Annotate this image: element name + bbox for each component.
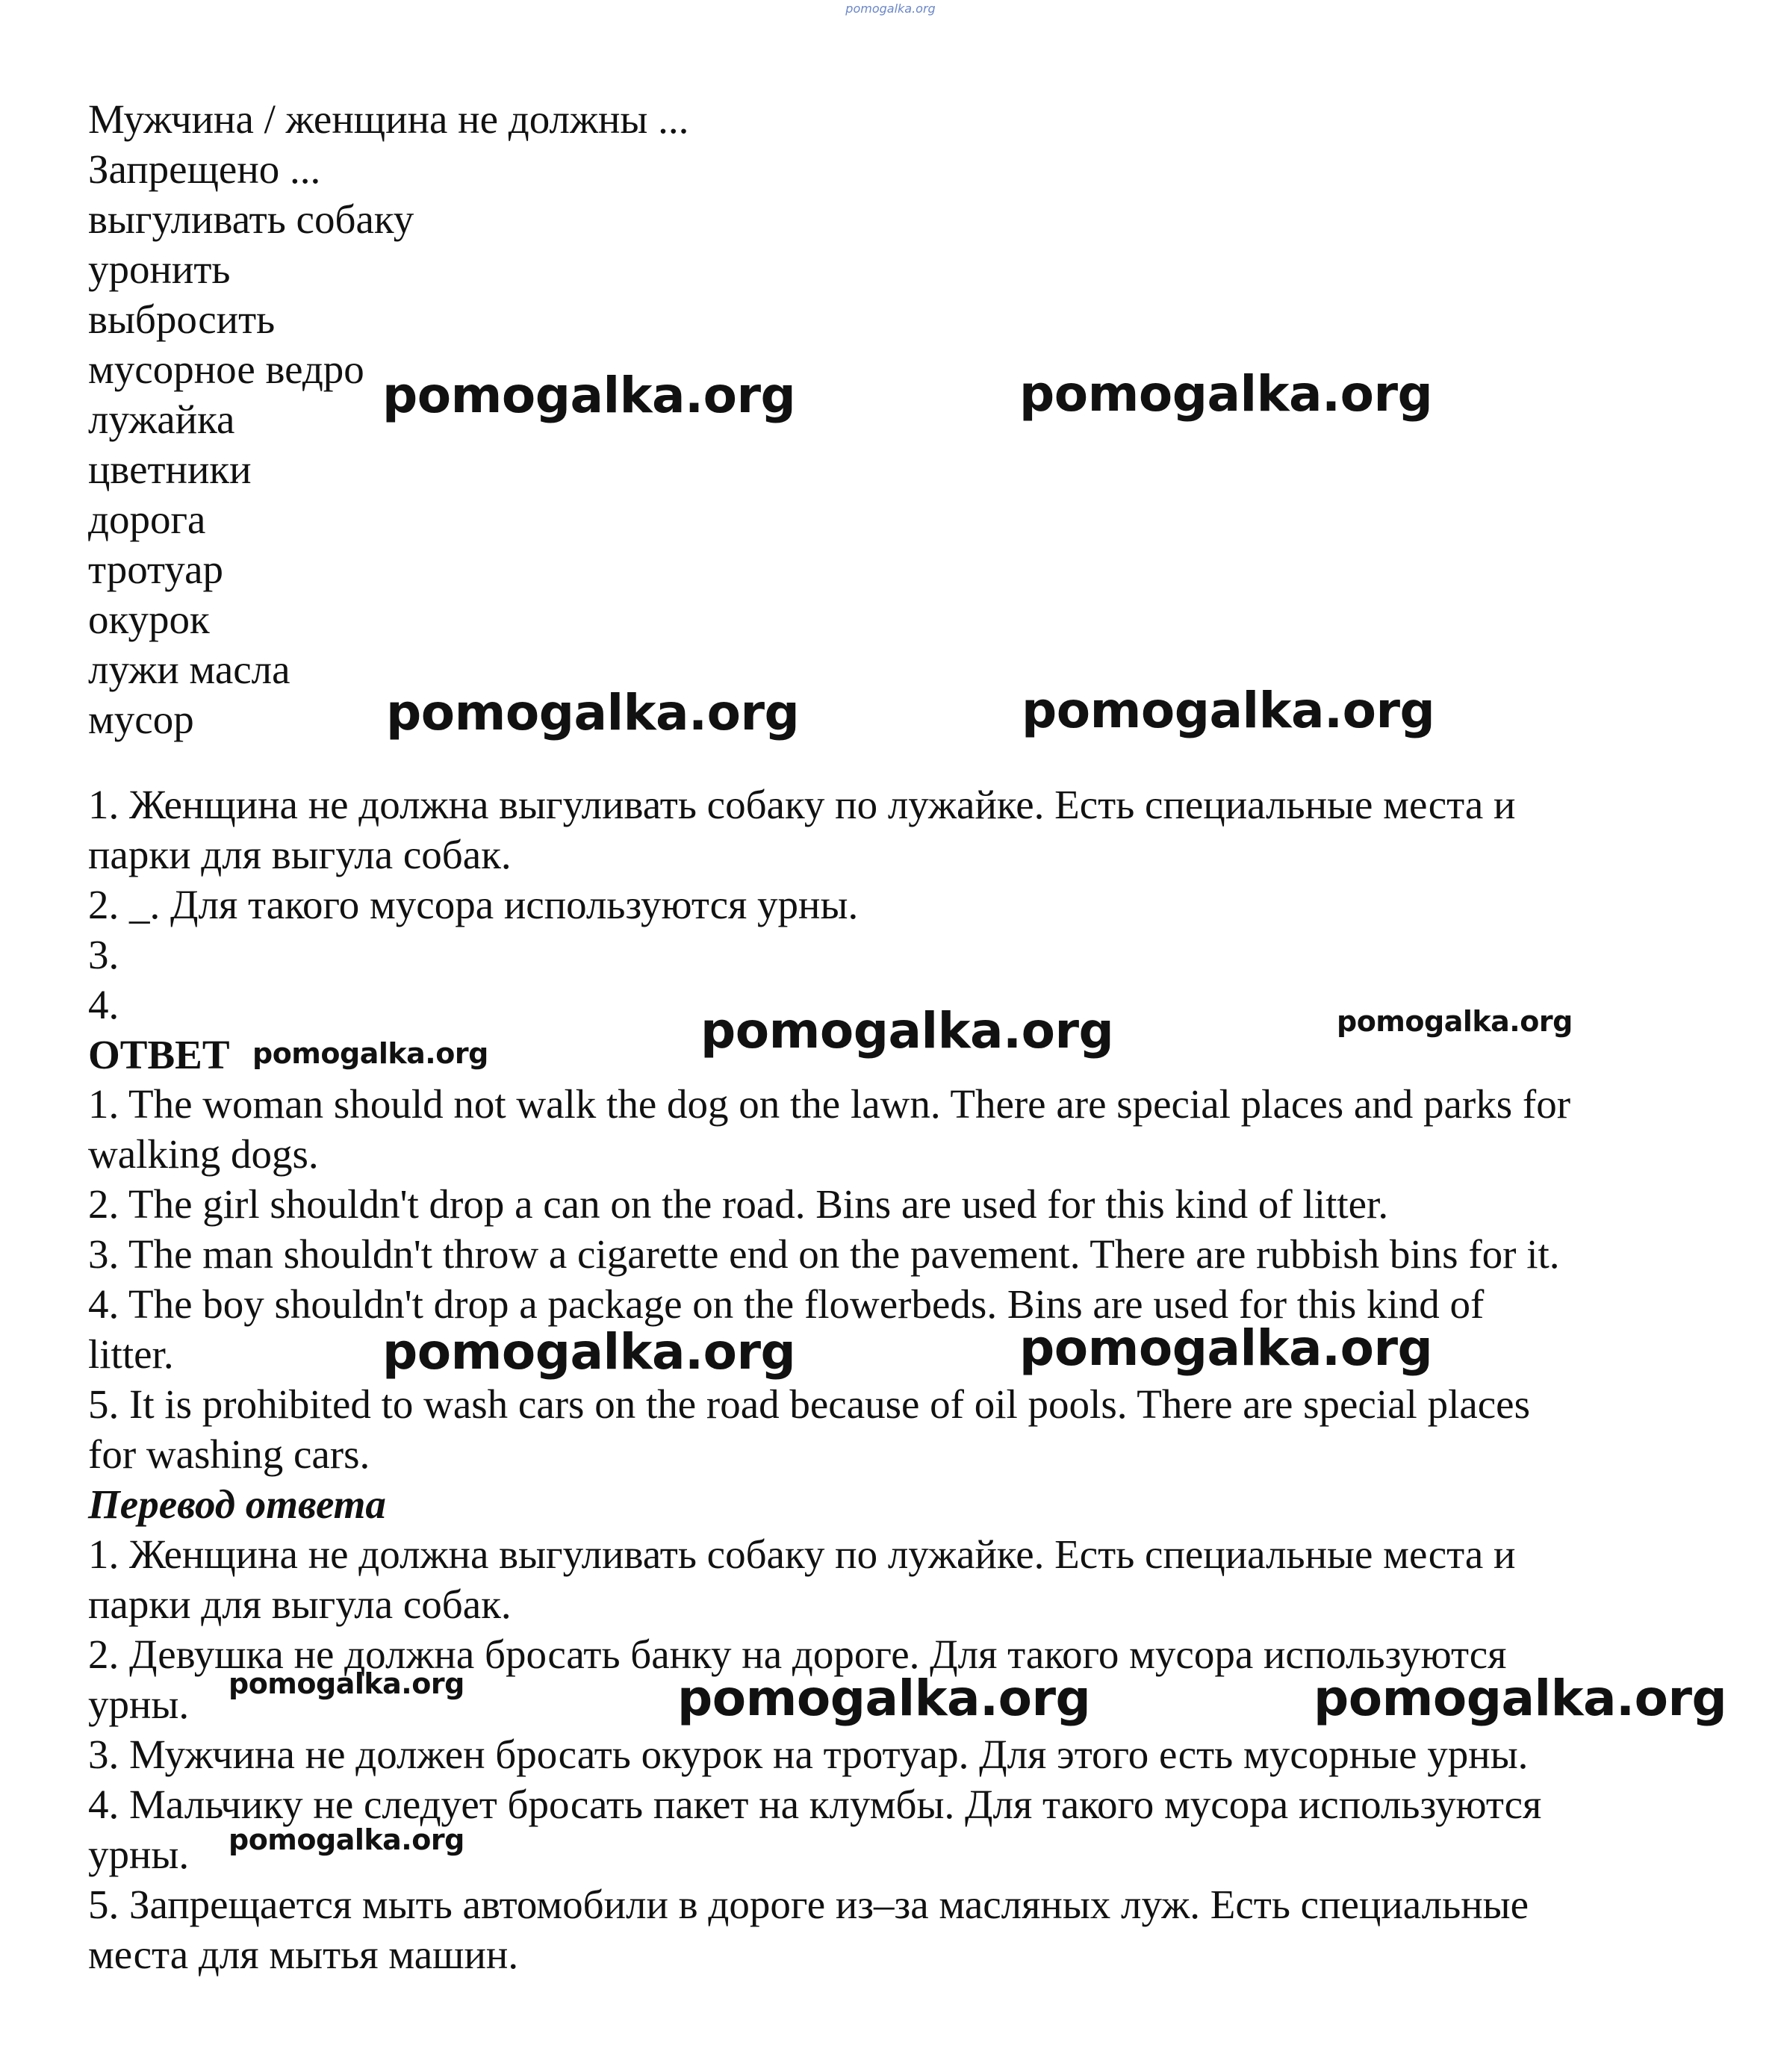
answer-line: 4. The boy shouldn't drop a package on the flowerbeds. Bins are used for this kind of bbox=[88, 1281, 1485, 1327]
vocab-item: мусорное ведро bbox=[88, 346, 364, 392]
vocab-item: дорога bbox=[88, 497, 206, 542]
watermark: pomogalka.org bbox=[1337, 1005, 1573, 1038]
translation-line: 2. Девушка не должна бросать банку на дороге. Для такого мусора используются bbox=[88, 1631, 1507, 1677]
watermark: pomogalka.org bbox=[382, 367, 796, 424]
translation-line: урны. bbox=[88, 1681, 190, 1727]
vocab-item: мусор bbox=[88, 697, 194, 742]
translation-heading: Перевод ответа bbox=[88, 1481, 386, 1527]
vocab-item: лужи масла bbox=[88, 647, 290, 692]
watermark: pomogalka.org bbox=[1022, 682, 1435, 739]
vocab-item: лужайка bbox=[88, 396, 235, 442]
watermark: pomogalka.org bbox=[700, 1002, 1114, 1060]
vocab-item: окурок bbox=[88, 597, 210, 642]
watermark: pomogalka.org bbox=[677, 1670, 1091, 1727]
translation-line: 3. Мужчина не должен бросать окурок на тротуар. Для этого есть мусорные урны. bbox=[88, 1732, 1529, 1777]
vocab-item: Мужчина / женщина не должны ... bbox=[88, 96, 689, 142]
watermark: pomogalka.org bbox=[1019, 1319, 1433, 1377]
vocab-item: выбросить bbox=[88, 296, 276, 342]
watermark: pomogalka.org bbox=[382, 1323, 796, 1381]
answer-line: 3. The man shouldn't throw a cigarette end on the pavement. There are rubbish bins for it. bbox=[88, 1231, 1560, 1277]
vocab-item: цветники bbox=[88, 447, 252, 492]
watermark: pomogalka.org bbox=[229, 1667, 464, 1700]
watermark: pomogalka.org bbox=[252, 1037, 488, 1070]
answer-line: 1. The woman should not walk the dog on the lawn. There are special places and parks for bbox=[88, 1081, 1571, 1127]
watermark: pomogalka.org bbox=[386, 684, 800, 741]
task-line: 2. _. Для такого мусора используются урны. bbox=[88, 882, 859, 927]
answer-line: 5. It is prohibited to wash cars on the road because of oil pools. There are special places bbox=[88, 1381, 1530, 1427]
answer-line: for washing cars. bbox=[88, 1431, 370, 1477]
task-line: 1. Женщина не должна выгуливать собаку по лужайке. Есть специальные места и bbox=[88, 782, 1516, 827]
answer-line: litter. bbox=[88, 1331, 174, 1377]
answer-heading: ОТВЕТ bbox=[88, 1032, 230, 1077]
task-line: парки для выгула собак. bbox=[88, 832, 512, 877]
answer-line: walking dogs. bbox=[88, 1131, 319, 1177]
vocab-item: уронить bbox=[88, 246, 231, 292]
task-line: 4. bbox=[88, 982, 119, 1027]
watermark: pomogalka.org bbox=[1019, 365, 1433, 423]
answer-line: 2. The girl shouldn't drop a can on the road. Bins are used for this kind of litter. bbox=[88, 1181, 1389, 1227]
translation-line: урны. bbox=[88, 1832, 190, 1877]
translation-line: 1. Женщина не должна выгуливать собаку по лужайке. Есть специальные места и bbox=[88, 1531, 1516, 1577]
translation-line: 4. Мальчику не следует бросать пакет на клумбы. Для такого мусора используются bbox=[88, 1782, 1542, 1827]
vocab-item: Запрещено ... bbox=[88, 146, 321, 192]
translation-line: парки для выгула собак. bbox=[88, 1581, 512, 1627]
vocab-item: тротуар bbox=[88, 547, 223, 592]
vocab-item: выгуливать собаку bbox=[88, 196, 414, 242]
watermark: pomogalka.org bbox=[1314, 1670, 1727, 1727]
watermark: pomogalka.org bbox=[229, 1823, 464, 1856]
task-line: 3. bbox=[88, 932, 119, 977]
header-watermark: pomogalka.org bbox=[845, 1, 936, 16]
translation-line: 5. Запрещается мыть автомобили в дороге из‒за масляных луж. Есть специальные bbox=[88, 1882, 1529, 1927]
translation-line: места для мытья машин. bbox=[88, 1932, 519, 1977]
